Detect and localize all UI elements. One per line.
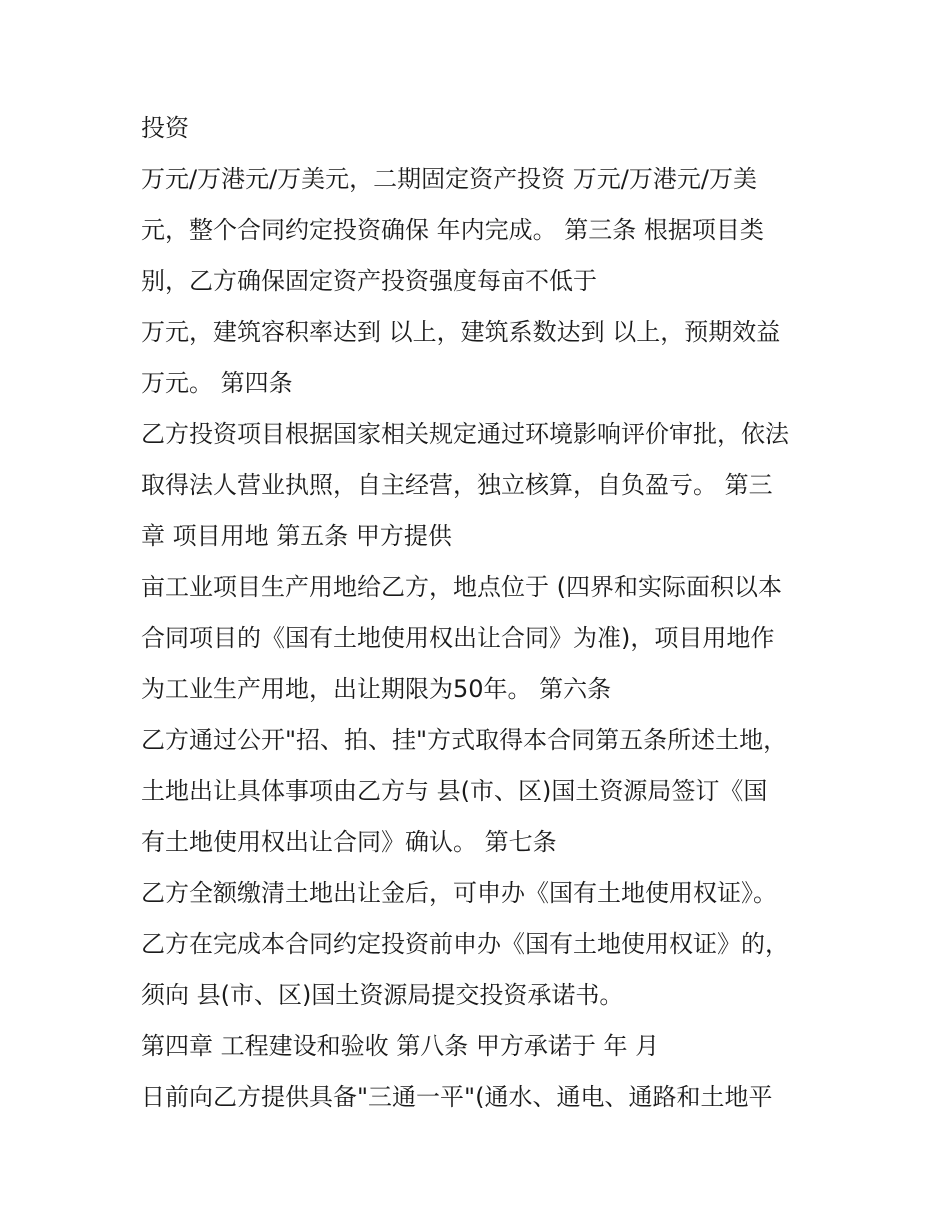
- text-line-17: 乙方在完成本合同约定投资前申办《国有土地使用权证》的，: [141, 930, 789, 958]
- text-line-3: 元，整个合同约定投资确保 年内完成。 第三条 根据项目类: [141, 216, 764, 244]
- text-line-14: 土地出让具体事项由乙方与 县(市、区)国土资源局签订《国: [141, 777, 768, 805]
- text-line-2: 万元/万港元/万美元，二期固定资产投资 万元/万港元/万美: [141, 165, 757, 193]
- text-line-15: 有土地使用权出让合同》确认。 第七条: [141, 828, 557, 856]
- text-line-11: 合同项目的《国有土地使用权出让合同》为准)，项目用地作: [141, 624, 775, 652]
- text-line-7: 乙方投资项目根据国家相关规定通过环境影响评价审批，依法: [141, 420, 789, 448]
- text-line-13: 乙方通过公开"招、拍、挂"方式取得本合同第五条所述土地，: [141, 726, 788, 754]
- text-line-12: 为工业生产用地，出让期限为50年。 第六条: [141, 675, 612, 703]
- text-line-18: 须向 县(市、区)国土资源局提交投资承诺书。: [141, 981, 624, 1009]
- text-line-4: 别，乙方确保固定资产投资强度每亩不低于: [141, 267, 597, 295]
- text-line-1: 投资: [141, 114, 189, 142]
- text-line-9: 章 项目用地 第五条 甲方提供: [141, 522, 452, 550]
- text-line-20: 日前向乙方提供具备"三通一平"(通水、通电、通路和土地平: [141, 1083, 773, 1111]
- text-line-6: 万元。 第四条: [141, 369, 293, 397]
- text-line-19: 第四章 工程建设和验收 第八条 甲方承诺于 年 月: [141, 1032, 660, 1060]
- text-line-10: 亩工业项目生产用地给乙方，地点位于 (四界和实际面积以本: [141, 573, 782, 601]
- text-line-5: 万元，建筑容积率达到 以上，建筑系数达到 以上，预期效益: [141, 318, 781, 346]
- document-body: [141, 110, 821, 1130]
- text-line-8: 取得法人营业执照，自主经营，独立核算，自负盈亏。 第三: [141, 471, 773, 499]
- text-line-16: 乙方全额缴清土地出让金后，可申办《国有土地使用权证》。: [141, 879, 777, 907]
